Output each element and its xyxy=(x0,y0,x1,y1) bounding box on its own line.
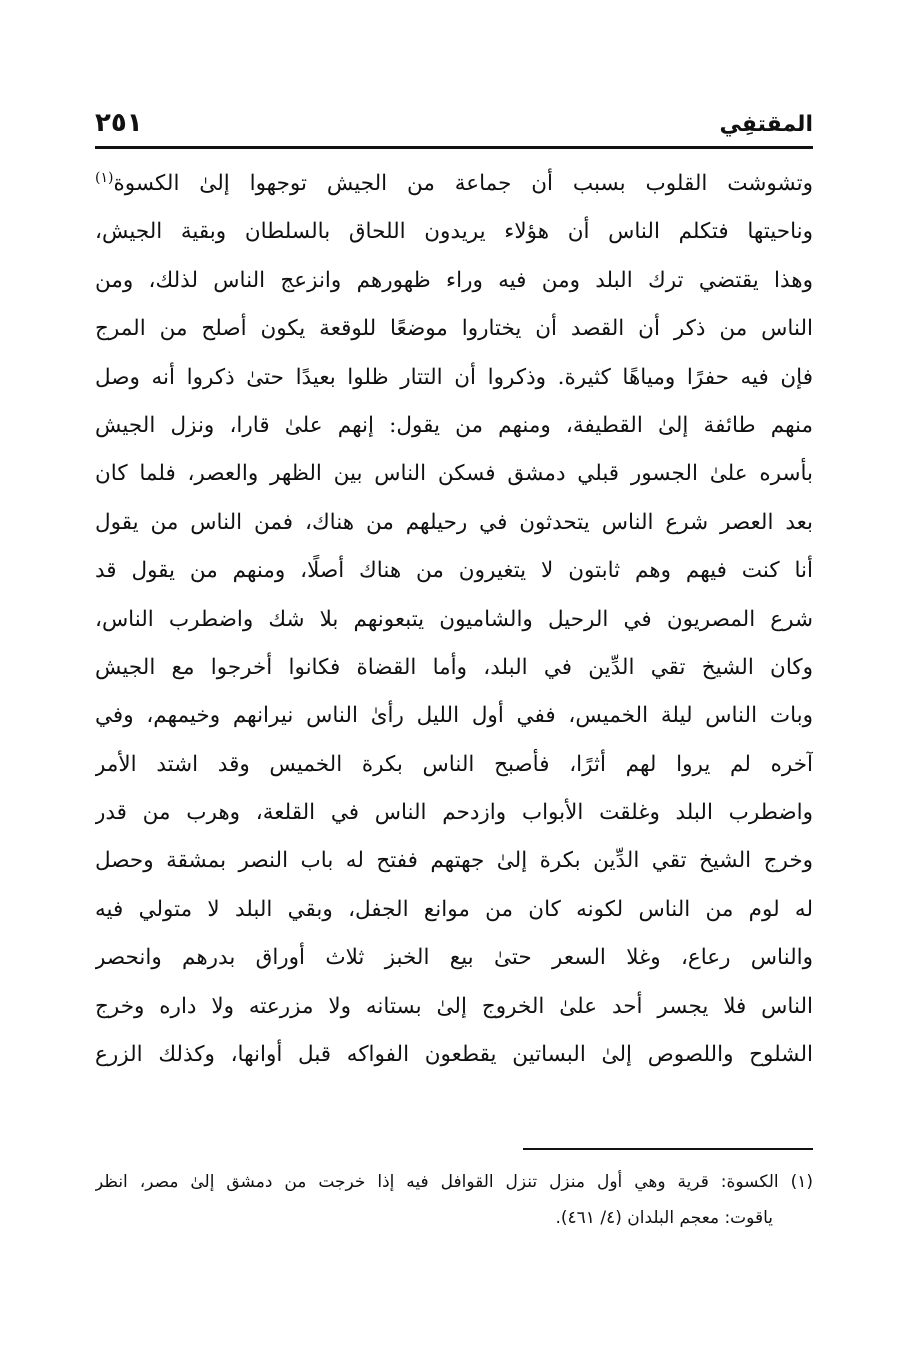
footnote-separator xyxy=(523,1148,813,1150)
footnote-text: الكسوة: قرية وهي أول منزل تنزل القوافل فيه إذا خرجت من دمشق إلىٰ مصر، انظر xyxy=(95,1172,779,1192)
footnote-reference[interactable]: (١) xyxy=(95,169,114,186)
footnote xyxy=(95,1164,813,1236)
text-line: بعد العصر شرع الناس يتحدثون في رحيلهم من هناك، فمن الناس من يقول xyxy=(95,509,813,535)
page-header xyxy=(95,104,813,144)
text-line: شرع المصريون في الرحيل والشاميون يتبعونهم بلا شك واضطرب الناس، xyxy=(95,606,813,632)
text-line: بأسره علىٰ الجسور قبلي دمشق فسكن الناس بين الظهر والعصر، فلما كان xyxy=(95,461,813,487)
text-line: آخره لم يروا لهم أثرًا، فأصبح الناس بكرة الخميس وقد اشتد الأمر xyxy=(95,751,813,777)
text-line: الناس فلا يجسر أحد علىٰ الخروج إلىٰ بستانه ولا مزرعته ولا داره وخرج xyxy=(95,993,813,1019)
header-rule xyxy=(95,146,813,149)
footnote-marker: (١) xyxy=(790,1172,813,1192)
text-line: وبات الناس ليلة الخميس، ففي أول الليل رأىٰ الناس نيرانهم وخيمهم، وفي xyxy=(95,703,813,729)
text-line: وناحيتها فتكلم الناس أن هؤلاء يريدون اللحاق بالسلطان وبقية الجيش، xyxy=(95,219,813,245)
text-line: أنا كنت فيهم وهم ثابتون لا يتغيرون من هناك أصلًا، ومنهم من يقول قد xyxy=(95,558,813,584)
text-line: الشلوح واللصوص إلىٰ البساتين يقطعون الفواكه قبل أوانها، وكذلك الزرع xyxy=(95,1042,813,1068)
text-line-content: وتشوشت القلوب بسبب أن جماعة من الجيش توجهوا إلىٰ الكسوة xyxy=(113,171,813,196)
footnote-line: ياقوت: معجم البلدان (٤/ ٤٦١). xyxy=(555,1208,773,1228)
text-line: وكان الشيخ تقي الدِّين في البلد، وأما القضاة فكانوا أخرجوا مع الجيش xyxy=(95,654,813,680)
text-line: له لوم من الناس لكونه كان من موانع الجفل، وبقي البلد لا متولي فيه xyxy=(95,896,813,922)
body-text xyxy=(95,160,813,1079)
text-line: والناس رعاع، وغلا السعر حتىٰ بيع الخبز ثلاث أوراق بدرهم وانحصر xyxy=(95,945,813,971)
footnote-line xyxy=(95,1164,813,1200)
running-title: المقتفِي xyxy=(719,112,813,137)
text-line: وهذا يقتضي ترك البلد ومن فيه وراء ظهورهم وانزعج الناس لذلك، ومن xyxy=(95,267,813,293)
page-number: ٢٥١ xyxy=(95,108,143,138)
text-line xyxy=(95,160,813,208)
text-line: منهم طائفة إلىٰ القطيفة، ومنهم من يقول: إنهم علىٰ قارا، ونزل الجيش xyxy=(95,412,813,438)
text-line: الناس من ذكر أن القصد أن يختاروا موضعًا للوقعة يكون أصلح من المرج xyxy=(95,316,813,342)
text-line: فإن فيه حفرًا ومياهًا كثيرة. وذكروا أن التتار ظلوا بعيدًا حتىٰ ذكروا أنه وصل xyxy=(95,364,813,390)
text-line: وخرج الشيخ تقي الدِّين بكرة إلىٰ جهتهم ففتح له باب النصر بمشقة وحصل xyxy=(95,848,813,874)
text-line: واضطرب البلد وغلقت الأبواب وازدحم الناس في القلعة، وهرب من قدر xyxy=(95,800,813,826)
